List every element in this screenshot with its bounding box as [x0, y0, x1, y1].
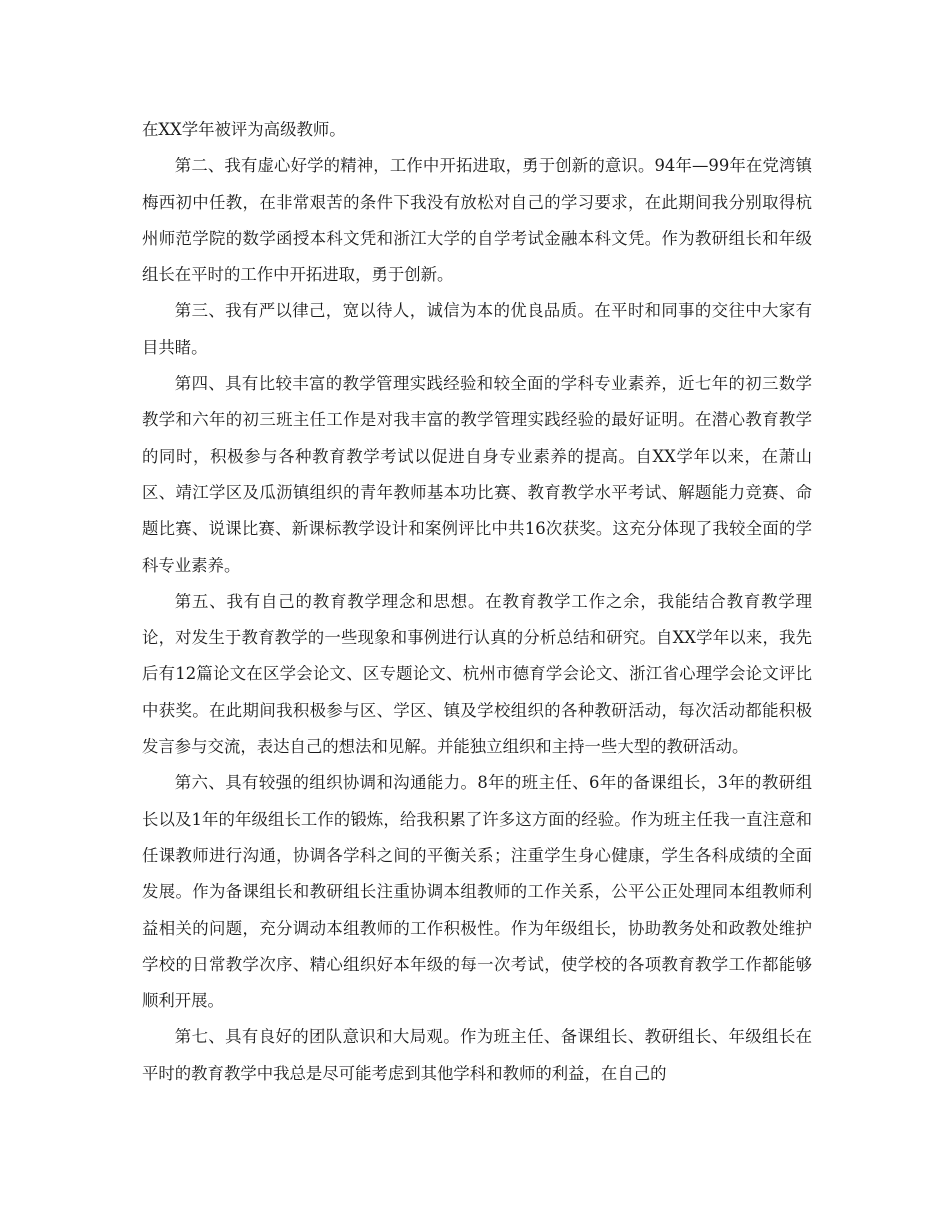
document-body [142, 112, 812, 1092]
paragraph-6: 第六、具有较强的组织协调和沟通能力。8年的班主任、6年的备课组长，3年的教研组长以及1年的年级组长工作的锻炼，给我积累了许多这方面的经验。作为班主任我一直注意和任课教师进行沟通，协调各学科之间的平衡关系；注重学生身心健康，学生各科成绩的全面发展。作为备课组长和教研组长注重协调本组教师的工作关系，公平公正处理同本组教师利益相关的问题，充分调动本组教师的工作积极性。作为年级组长，协助教务处和政教处维护学校的日常教学次序、精心组织好本年级的每一次考试，使学校的各项教育教学工作都能够顺利开展。 [142, 773, 812, 1011]
paragraph-4: 第四、具有比较丰富的教学管理实践经验和较全面的学科专业素养，近七年的初三数学教学和六年的初三班主任工作是对我丰富的教学管理实践经验的最好证明。在潜心教育教学的同时，积极参与各种教育教学考试以促进自身专业素养的提高。自XX学年以来，在萧山区、靖江学区及瓜沥镇组织的青年教师基本功比赛、教育教学水平考试、解题能力竞赛、命题比赛、说课比赛、新课标教学设计和案例评比中共16次获奖。这充分体现了我较全面的学科专业素养。 [142, 374, 812, 575]
paragraph-5: 第五、我有自己的教育教学理念和思想。在教育教学工作之余，我能结合教育教学理论，对发生于教育教学的一些现象和事例进行认真的分析总结和研究。自XX学年以来，我先后有12篇论文在区学会论文、区专题论文、杭州市德育学会论文、浙江省心理学会论文评比中获奖。在此期间我积极参与区、学区、镇及学校组织的各种教研活动，每次活动都能积极发言参与交流，表达自己的想法和见解。并能独立组织和主持一些大型的教研活动。 [142, 591, 812, 757]
paragraph-7: 第七、具有良好的团队意识和大局观。作为班主任、备课组长、教研组长、年级组长在平时的教育教学中我总是尽可能考虑到其他学科和教师的利益，在自己的 [142, 1027, 812, 1083]
paragraph-3: 第三、我有严以律己，宽以待人，诚信为本的优良品质。在平时和同事的交往中大家有目共睹。 [142, 301, 812, 357]
paragraph-1: 在XX学年被评为高级教师。 [142, 120, 346, 139]
paragraph-2: 第二、我有虚心好学的精神，工作中开拓进取，勇于创新的意识。94年—99年在党湾镇梅西初中任教，在非常艰苦的条件下我没有放松对自己的学习要求，在此期间我分别取得杭州师范学院的数学函授本科文凭和浙江大学的自学考试金融本科文凭。作为教研组长和年级组长在平时的工作中开拓进取，勇于创新。 [142, 156, 812, 285]
